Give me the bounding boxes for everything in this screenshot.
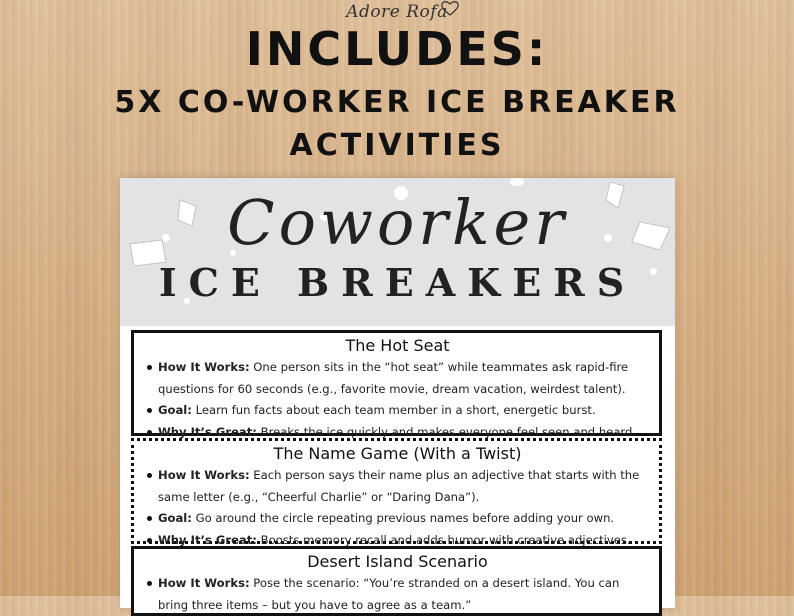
- subheadline-line-2: ACTIVITIES: [289, 128, 505, 163]
- brand-signature: Adore Rofa: [346, 2, 448, 22]
- sheet-script-title: Coworker: [227, 186, 568, 259]
- activity-card: [131, 438, 662, 547]
- activity-card: [131, 330, 662, 439]
- snow-dot: [510, 178, 524, 186]
- printable-sheet: [120, 178, 675, 612]
- sheet-header: [120, 178, 675, 326]
- activity-point: Goal: Go around the circle repeating previous names before adding your own.: [146, 508, 649, 530]
- sheet-title: ICE BREAKERS: [158, 260, 637, 305]
- activity-point: How It Works: One person sits in the “hot seat” while teammates ask rapid-fire questions for 60 seconds (e.g., favorite movie, dream vacation, weirdest talent).: [146, 357, 649, 400]
- activity-point: Why It’s Great: Boosts memory recall and adds humor with creative adjectives.: [146, 530, 649, 552]
- activity-card: [131, 546, 662, 616]
- activity-point: Goal: Learn fun facts about each team member in a short, energetic burst.: [146, 400, 649, 422]
- heart-icon: [440, 0, 460, 16]
- activity-title: The Hot Seat: [345, 336, 450, 355]
- activity-point: How It Works: Each person says their name plus an adjective that starts with the same letter (e.g., “Cheerful Charlie” or “Daring Dana”).: [146, 465, 649, 508]
- activity-point: How It Works: Pose the scenario: “You’re stranded on a desert island. You can bring three items – but you have to agree as a team.”: [146, 573, 649, 616]
- headline: INCLUDES:: [245, 22, 549, 76]
- activity-title: Desert Island Scenario: [307, 552, 488, 571]
- activity-title: The Name Game (With a Twist): [273, 444, 522, 463]
- activity-point: Why It’s Great: Breaks the ice quickly and makes everyone feel seen and heard.: [146, 422, 649, 444]
- subheadline-line-1: 5X CO-WORKER ICE BREAKER: [114, 85, 680, 120]
